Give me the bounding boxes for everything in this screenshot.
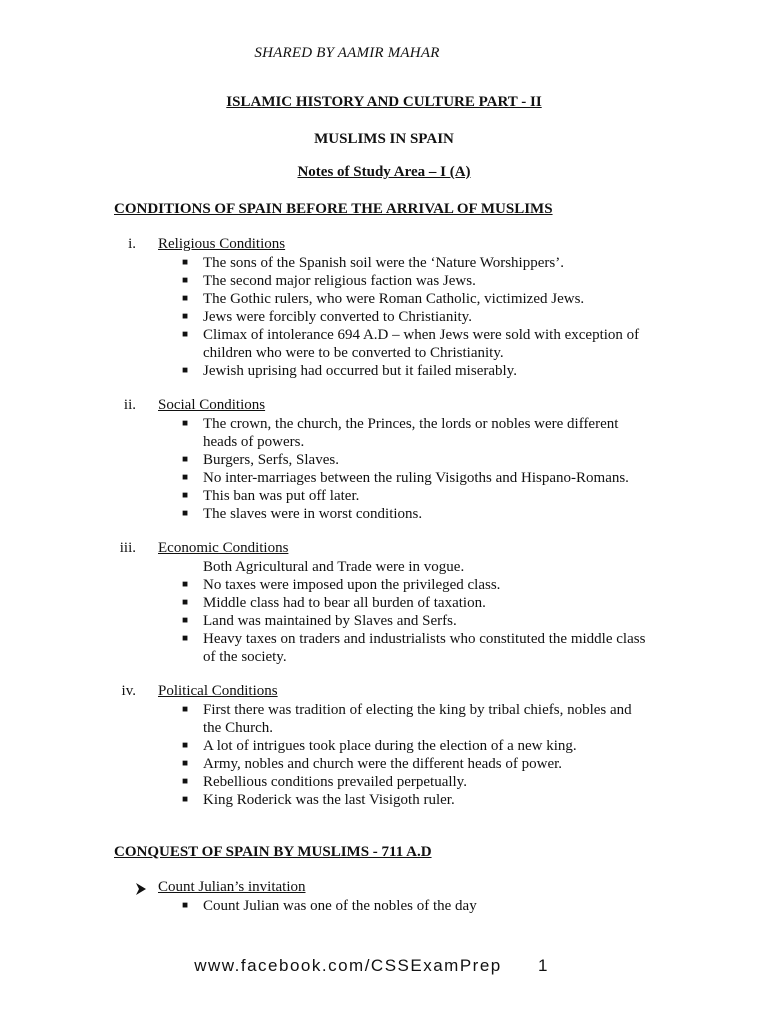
square-bullet-icon: ■ [182, 597, 189, 608]
list-item-continuation: of the society. [203, 649, 287, 665]
list-item: Climax of intolerance 694 A.D – when Jews were sold with exception of [203, 327, 640, 343]
section-heading-conquest: CONQUEST OF SPAIN BY MUSLIMS - 711 A.D [114, 844, 432, 860]
chevron-right-icon [135, 883, 147, 895]
list-item: Army, nobles and church were the different heads of power. [203, 756, 563, 772]
square-bullet-icon: ■ [182, 257, 189, 268]
section-heading-conditions: CONDITIONS OF SPAIN BEFORE THE ARRIVAL OF MUSLIMS [114, 201, 553, 217]
list-numeral: iii. [119, 540, 136, 556]
subheading-count-julian: Count Julian’s invitation [158, 879, 306, 895]
list-item-continuation: children who were to be converted to Christianity. [203, 345, 504, 361]
square-bullet-icon: ■ [182, 329, 189, 340]
list-item: The Gothic rulers, who were Roman Catholic, victimized Jews. [203, 291, 585, 307]
square-bullet-icon: ■ [182, 579, 189, 590]
list-item: Middle class had to bear all burden of taxation. [203, 595, 486, 611]
list-item: The slaves were in worst conditions. [203, 506, 423, 522]
list-item-continuation: the Church. [203, 720, 273, 736]
list-item: Jews were forcibly converted to Christianity. [203, 309, 472, 325]
list-numeral: i. [128, 236, 136, 252]
document-subtitle: MUSLIMS IN SPAIN [314, 131, 454, 147]
list-item: Burgers, Serfs, Slaves. [203, 452, 339, 468]
list-item-continuation: heads of powers. [203, 434, 305, 450]
square-bullet-icon: ■ [182, 758, 189, 769]
subheading-economic-conditions: Economic Conditions [158, 540, 289, 556]
square-bullet-icon: ■ [182, 740, 189, 751]
square-bullet-icon: ■ [182, 776, 189, 787]
list-item: First there was tradition of electing the king by tribal chiefs, nobles and [203, 702, 632, 718]
list-item: King Roderick was the last Visigoth ruler. [203, 792, 455, 808]
square-bullet-icon: ■ [182, 365, 189, 376]
square-bullet-icon: ■ [182, 311, 189, 322]
chevron-right-icon [135, 879, 147, 897]
list-item: No inter-marriages between the ruling Visigoths and Hispano-Romans. [203, 470, 629, 486]
list-item: Jewish uprising had occurred but it failed miserably. [203, 363, 517, 379]
notes-heading: Notes of Study Area – I (A) [297, 164, 471, 180]
list-item: This ban was put off later. [203, 488, 360, 504]
subheading-social-conditions: Social Conditions [158, 397, 266, 413]
square-bullet-icon: ■ [182, 900, 189, 911]
square-bullet-icon: ■ [182, 490, 189, 501]
list-numeral: ii. [123, 397, 136, 413]
subheading-religious-conditions: Religious Conditions [158, 236, 286, 252]
square-bullet-icon: ■ [182, 508, 189, 519]
list-item: A lot of intrigues took place during the election of a new king. [203, 738, 577, 754]
page-number: 1 [538, 956, 548, 975]
list-item: Land was maintained by Slaves and Serfs. [203, 613, 457, 629]
square-bullet-icon: ■ [182, 633, 189, 644]
square-bullet-icon: ■ [182, 293, 189, 304]
list-item-intro: Both Agricultural and Trade were in vogue. [203, 559, 465, 575]
square-bullet-icon: ■ [182, 615, 189, 626]
list-item: The sons of the Spanish soil were the ‘Nature Worshippers’. [203, 255, 564, 271]
list-item: The crown, the church, the Princes, the lords or nobles were different [203, 416, 619, 432]
square-bullet-icon: ■ [182, 704, 189, 715]
square-bullet-icon: ■ [182, 794, 189, 805]
list-item: Rebellious conditions prevailed perpetually. [203, 774, 467, 790]
document-title: ISLAMIC HISTORY AND CULTURE PART - II [226, 94, 542, 110]
subheading-political-conditions: Political Conditions [158, 683, 278, 699]
square-bullet-icon: ■ [182, 454, 189, 465]
list-item: Heavy taxes on traders and industrialists who constituted the middle class [203, 631, 646, 647]
list-item: Count Julian was one of the nobles of the day [203, 898, 477, 914]
square-bullet-icon: ■ [182, 472, 189, 483]
list-numeral: iv. [121, 683, 136, 699]
list-item: No taxes were imposed upon the privileged class. [203, 577, 501, 593]
footer-facebook-link[interactable]: www.facebook.com/CSSExamPrep [194, 956, 502, 975]
shared-by-header: SHARED BY AAMIR MAHAR [254, 45, 440, 61]
square-bullet-icon: ■ [182, 275, 189, 286]
square-bullet-icon: ■ [182, 418, 189, 429]
list-item: The second major religious faction was Jews. [203, 273, 476, 289]
